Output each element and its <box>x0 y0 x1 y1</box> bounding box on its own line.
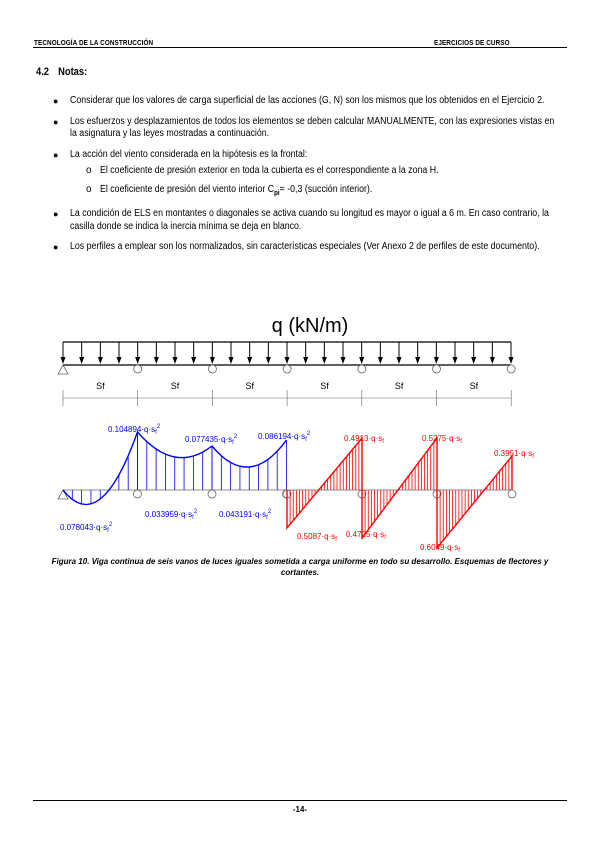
section-title: Notas: <box>58 66 88 78</box>
roller-support-icon <box>358 365 366 373</box>
span-label: Sf <box>320 381 329 391</box>
roller-support-icon <box>508 490 516 498</box>
roller-support-icon <box>507 365 515 373</box>
span-label: Sf <box>96 381 105 391</box>
note-text: Los perfiles a emplear son los normalizados, sin características especiales (Ver Anexo 2 de perfiles de este documento). <box>70 241 540 252</box>
footer-rule <box>33 800 567 801</box>
moment-label-support-3: $0.086194\cdot q\cdot s_f^2$ <box>258 431 311 443</box>
header-course-title: TECNOLOGÍA DE LA CONSTRUCCIÓN <box>34 38 154 47</box>
span-dimensions <box>63 381 511 406</box>
sub-note-text: El coeficiente de presión del viento interior $C_{pi}= -0,3$ (succión interior). <box>100 183 373 197</box>
list-item <box>50 241 570 254</box>
load-arrowhead <box>98 357 103 364</box>
roller-support-icon <box>283 365 291 373</box>
note-text: La acción del viento considerada en la hipótesis es la frontal: <box>70 148 308 160</box>
load-arrowhead <box>397 357 402 364</box>
load-arrowhead <box>247 357 252 364</box>
load-label: q (kN/m) <box>271 315 349 337</box>
span-label: Sf <box>394 381 404 391</box>
load-arrowhead <box>154 357 159 364</box>
roller-support-icon <box>208 490 216 498</box>
load-arrowhead <box>135 357 140 364</box>
load-arrowhead <box>322 357 327 364</box>
figure-caption: Figura 10. Viga continua de seis vanos de luces iguales sometida a carga uniforme en todo su desarrollo. Esquemas de flectores y cortantes. <box>51 557 549 577</box>
note-text: Los esfuerzos y desplazamientos de todos los elementos se deben calcular MANUALMENTE, con las expresiones vistas en la asignatura y las leyes mostradas a continuación. <box>70 115 555 139</box>
load-arrowhead <box>210 357 215 364</box>
circle-bullet-icon: o <box>86 183 92 195</box>
section-number: 4.2 <box>36 66 50 78</box>
roller-support-icon <box>134 490 142 498</box>
load-arrowhead <box>303 357 308 364</box>
sub-list-item <box>50 165 570 178</box>
section-heading <box>36 66 87 78</box>
load-arrowhead <box>471 357 476 364</box>
load-arrows <box>61 342 514 364</box>
load-arrowhead <box>453 357 458 364</box>
load-arrowhead <box>490 357 495 364</box>
list-item <box>50 95 570 108</box>
supports <box>58 365 515 374</box>
span-labels <box>96 381 479 391</box>
load-arrowhead <box>191 357 196 364</box>
shear-label-4: $0.5087\cdot q\cdot s_f$ <box>297 532 337 543</box>
moment-label-span-2: $0.033959\cdot q\cdot s_f^2$ <box>145 509 198 521</box>
sub-list-item <box>50 184 570 201</box>
list-item <box>50 116 570 141</box>
shear-label-5: $0.4725\cdot q\cdot s_f$ <box>346 530 386 541</box>
load-arrowhead <box>415 357 420 364</box>
load-arrowhead <box>266 357 271 364</box>
moment-label-span-1: $0.078043\cdot q\cdot s_f^2$ <box>60 522 113 534</box>
pin-support-icon <box>58 365 68 374</box>
load-arrowhead <box>117 357 122 364</box>
beam-figure <box>50 310 550 555</box>
header-rule <box>33 47 567 48</box>
roller-support-icon <box>433 365 441 373</box>
shear-label-1: $0.4913\cdot q\cdot s_f$ <box>344 434 384 445</box>
bullet-icon: ● <box>53 242 59 252</box>
bullet-icon: ● <box>53 149 59 160</box>
load-diagram <box>58 342 515 374</box>
circle-bullet-icon: o <box>86 165 92 176</box>
span-label: Sf <box>170 381 180 391</box>
load-arrowhead <box>285 357 290 364</box>
load-arrowhead <box>434 357 439 364</box>
load-arrowhead <box>341 357 346 364</box>
list-item <box>50 208 570 233</box>
sub-note-text: El coeficiente de presión exterior en toda la cubierta es el correspondiente a la zona H. <box>100 165 439 176</box>
load-arrowhead <box>79 357 84 364</box>
page-number: -14- <box>292 805 308 814</box>
load-arrowhead <box>509 357 514 364</box>
diagram-labels <box>60 424 534 554</box>
note-text: La condición de ELS en montantes o diagonales se activa cuando su longitud es mayor o igual a 6 m. En caso contrario, la casilla donde se indica la inercia mínima se deja en blanco. <box>70 208 549 232</box>
moment-label-support-2: $0.077435\cdot q\cdot s_f^2$ <box>185 434 238 446</box>
list-item <box>50 149 570 162</box>
load-arrowhead <box>173 357 178 364</box>
span-label: Sf <box>469 381 479 391</box>
bullet-icon: ● <box>53 209 59 219</box>
shear-label-2: $0.5275\cdot q\cdot s_f$ <box>422 434 462 445</box>
span-label: Sf <box>245 381 255 391</box>
roller-support-icon <box>134 365 142 373</box>
moment-label-span-3: $0.043191\cdot q\cdot s_f^2$ <box>219 509 272 521</box>
roller-support-icon <box>208 365 216 373</box>
load-arrowhead <box>378 357 383 364</box>
note-text: Considerar que los valores de carga superficial de las acciones (G, N) son los mismos que los obtenidos en el Ejercicio 2. <box>70 95 545 106</box>
load-arrowhead <box>359 357 364 364</box>
shear-label-6: $0.6049\cdot q\cdot s_f$ <box>420 543 460 554</box>
notes-list <box>50 95 570 262</box>
shear-label-3: $0.3951\cdot q\cdot s_f$ <box>494 449 534 460</box>
moment-label-support-1: $0.104894\cdot q\cdot s_f^2$ <box>108 424 161 436</box>
bullet-icon: ● <box>53 96 59 106</box>
load-arrowhead <box>229 357 234 364</box>
bullet-icon: ● <box>53 116 59 127</box>
load-arrowhead <box>61 357 66 364</box>
header-section-title: EJERCICIOS DE CURSO <box>434 38 510 47</box>
bending-moment-diagram <box>58 432 291 505</box>
